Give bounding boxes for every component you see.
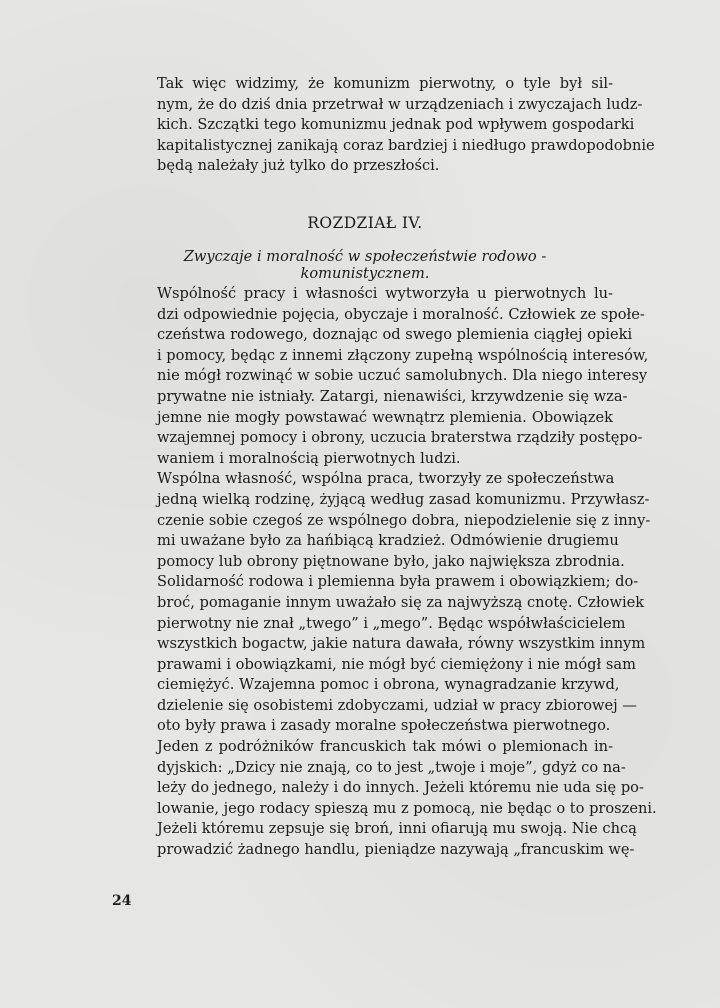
text-line: dzielenie się osobistemi zdobyczami, udział w pracy zbiorowej — [157, 696, 637, 714]
chapter-title: ROZDZIAŁ IV. [307, 214, 423, 232]
paragraph-1 [117, 74, 655, 177]
text-line: oto były prawa i zasady moralne społeczeństwa pierwotnego. [157, 717, 611, 735]
text-line: Jeżeli któremu zepsuje się broń, inni ofiarują mu swoją. Nie chcą [157, 820, 637, 838]
text-line: i pomocy, będąc z innemi złączony zupełną wspólnością interesów, [157, 346, 649, 364]
chapter-subtitle: Zwyczaje i moralność w społeczeństwie rodowo - komunistycznem. [183, 248, 547, 282]
text-line: będą należały już tylko do przeszłości. [157, 157, 440, 175]
text-line: lowanie, jego rodacy spieszą mu z pomocą, nie będąc o to proszeni. [157, 799, 657, 817]
text-line: nym, że do dziś dnia przetrwał w urządzeniach i zwyczajach ludz- [157, 95, 643, 113]
text-line: leży do jednego, należy i do innych. Jeżeli któremu nie uda się po- [157, 779, 644, 797]
text-line: kapitalistycznej zanikają coraz bardziej i niedługo prawdopodobnie [157, 136, 655, 154]
paragraph-1-text [117, 74, 655, 177]
text-line: Solidarność rodowa i plemienna była prawem i obowiązkiem; do- [157, 573, 639, 591]
text-line: mi uważane było za hańbiącą kradzież. Odmówienie drugiemu [157, 532, 619, 550]
text-line: wszystkich bogactw, jakie natura dawała, równy wszystkim innym [157, 635, 646, 653]
page-number: 24 [112, 893, 132, 909]
text-line: czenie sobie czegoś ze wspólnego dobra, niepodzielenie się z inny- [157, 511, 651, 529]
paragraph-3 [117, 469, 651, 737]
text-line: prowadzić żadnego handlu, pieniądze nazywają „francuskim wę- [157, 841, 635, 859]
text-line: pomocy lub obrony piętnowane było, jako największa zbrodnia. [157, 552, 625, 570]
text-line: Wspólna własność, wspólna praca, tworzyły ze społeczeństwa [157, 470, 615, 488]
text-line: Tak więc widzimy, że komunizm pierwotny, o tyle był sil- [157, 75, 613, 92]
text-line: czeństwa rodowego, doznając od swego plemienia ciągłej opieki [157, 326, 633, 344]
text-line: nie mógł rozwinąć w sobie uczuć samolubnych. Dla niego interesy [157, 367, 648, 385]
text-line: Wspólność pracy i własności wytworzyła u pierwotnych lu- [157, 285, 613, 302]
text-line: ciemiężyć. Wzajemna pomoc i obrona, wynagradzanie krzywd, [157, 676, 620, 694]
text-line: waniem i moralnością pierwotnych ludzi. [157, 449, 461, 467]
text-line: dzi odpowiednie pojęcia, obyczaje i moralność. Człowiek ze społe- [157, 305, 645, 323]
paragraph-4 [117, 737, 657, 861]
text-line: dyjskich: „Dzicy nie znają, co to jest „twoje i moje”, gdyż co na- [157, 758, 626, 776]
text-line: jemne nie mogły powstawać wewnątrz plemienia. Obowiązek [157, 408, 613, 426]
text-line: pierwotny nie znał „twego” i „mego”. Będąc współwłaścicielem [157, 614, 626, 632]
text-line: broć, pomaganie innym uważało się za najwyższą cnotę. Człowiek [157, 593, 645, 611]
chapter-body [117, 284, 657, 861]
text-line: Jeden z podróżników francuskich tak mówi o plemionach in- [157, 738, 613, 756]
text-line: kich. Szczątki tego komunizmu jednak pod wpływem gospodarki [157, 116, 635, 134]
text-line: jedną wielką rodzinę, żyjącą według zasad komunizmu. Przywłasz- [157, 490, 650, 508]
text-line: prawami i obowiązkami, nie mógł być ciemiężony i nie mógł sam [157, 655, 636, 673]
text-line: wzajemnej pomocy i obrony, uczucia braterstwa rządziły postępo- [157, 429, 643, 447]
paragraph-2 [117, 284, 649, 469]
text-line: prywatne nie istniały. Zatargi, nienawiści, krzywdzenie się wza- [157, 387, 628, 405]
